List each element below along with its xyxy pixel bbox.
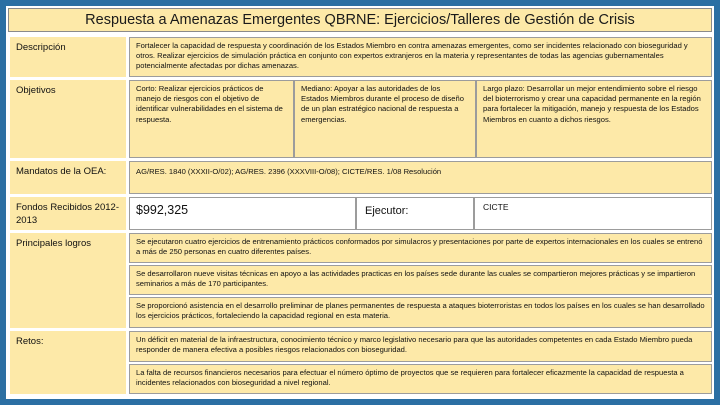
- label-objetivos: Objetivos: [10, 80, 126, 158]
- ejecutor-label: Ejecutor:: [356, 197, 474, 230]
- label-logros: Principales logros: [10, 233, 126, 328]
- objetivo-corto: Corto: Realizar ejercicios prácticos de manejo de riesgos con el objetivo de identificar vulnerabilidades en el sistema de respuesta.: [129, 80, 294, 158]
- reto-item: Un déficit en material de la infraestructura, conocimiento técnico y marco legislativo necesario para que las autoridades competentes en cada Estado Miembro pueda responder de manera efectiva a posibles riesgos relacionados con bioseguridad.: [129, 331, 712, 362]
- label-retos: Retos:: [10, 331, 126, 394]
- fondos-amount: $992,325: [129, 197, 356, 230]
- reto-item: La falta de recursos financieros necesarios para efectuar el número óptimo de proyectos que se requieren para fortalecer eficazmente la capacidad de respuesta a incidentes relacionados con bioseguridad a nivel regional.: [129, 364, 712, 394]
- label-descripcion: Descripción: [10, 37, 126, 77]
- objetivo-largo: Largo plazo: Desarrollar un mejor entendimiento sobre el riesgo del bioterrorismo y crear una capacidad permanente en la región para fortalecer la mitigación, manejo y respuesta de los Estados Miembros en cuanto a dichos riesgos.: [476, 80, 712, 158]
- logro-item: Se proporcionó asistencia en el desarrollo preliminar de planes permanentes de respuesta a ataques bioterroristas en todos los países en los cuales se han desarrollado los ejercicios prácticos, fortaleciendo la capacidad regional en esta materia.: [129, 297, 712, 328]
- page-title: Respuesta a Amenazas Emergentes QBRNE: Ejercicios/Talleres de Gestión de Crisis: [8, 8, 712, 32]
- label-fondos: Fondos Recibidos 2012-2013: [10, 197, 126, 230]
- label-mandatos: Mandatos de la OEA:: [10, 161, 126, 194]
- mandatos-text: AG/RES. 1840 (XXXII-O/02); AG/RES. 2396 (XXXVIII-O/08); CICTE/RES. 1/08 Resolución: [129, 161, 712, 194]
- descripcion-text: Fortalecer la capacidad de respuesta y coordinación de los Estados Miembro en contra amenazas emergentes, como ser incidentes relacionado con bioseguridad y otros. Realizar ejercicios de simulación práctica en conjunto con expertos extranjeros en la materia y representantes de todas las agencias gubernamentales potencialmente afectadas por dichas amenazas.: [129, 37, 712, 77]
- logro-item: Se ejecutaron cuatro ejercicios de entrenamiento prácticos conformados por simulacros y presentaciones por parte de expertos internacionales en los cuales se entrenó a más de 250 personas en cuatro diferentes países.: [129, 233, 712, 263]
- logro-item: Se desarrollaron nueve visitas técnicas en apoyo a las actividades practicas en los países sede durante las cuales se compartieron mejores prácticas y se impartieron seminarios a más de 170 participantes.: [129, 265, 712, 295]
- objetivo-mediano: Mediano: Apoyar a las autoridades de los Estados Miembros durante el proceso de diseño de un plan estratégico nacional de respuesta a emergencias.: [294, 80, 476, 158]
- ejecutor-value: CICTE: [474, 197, 712, 230]
